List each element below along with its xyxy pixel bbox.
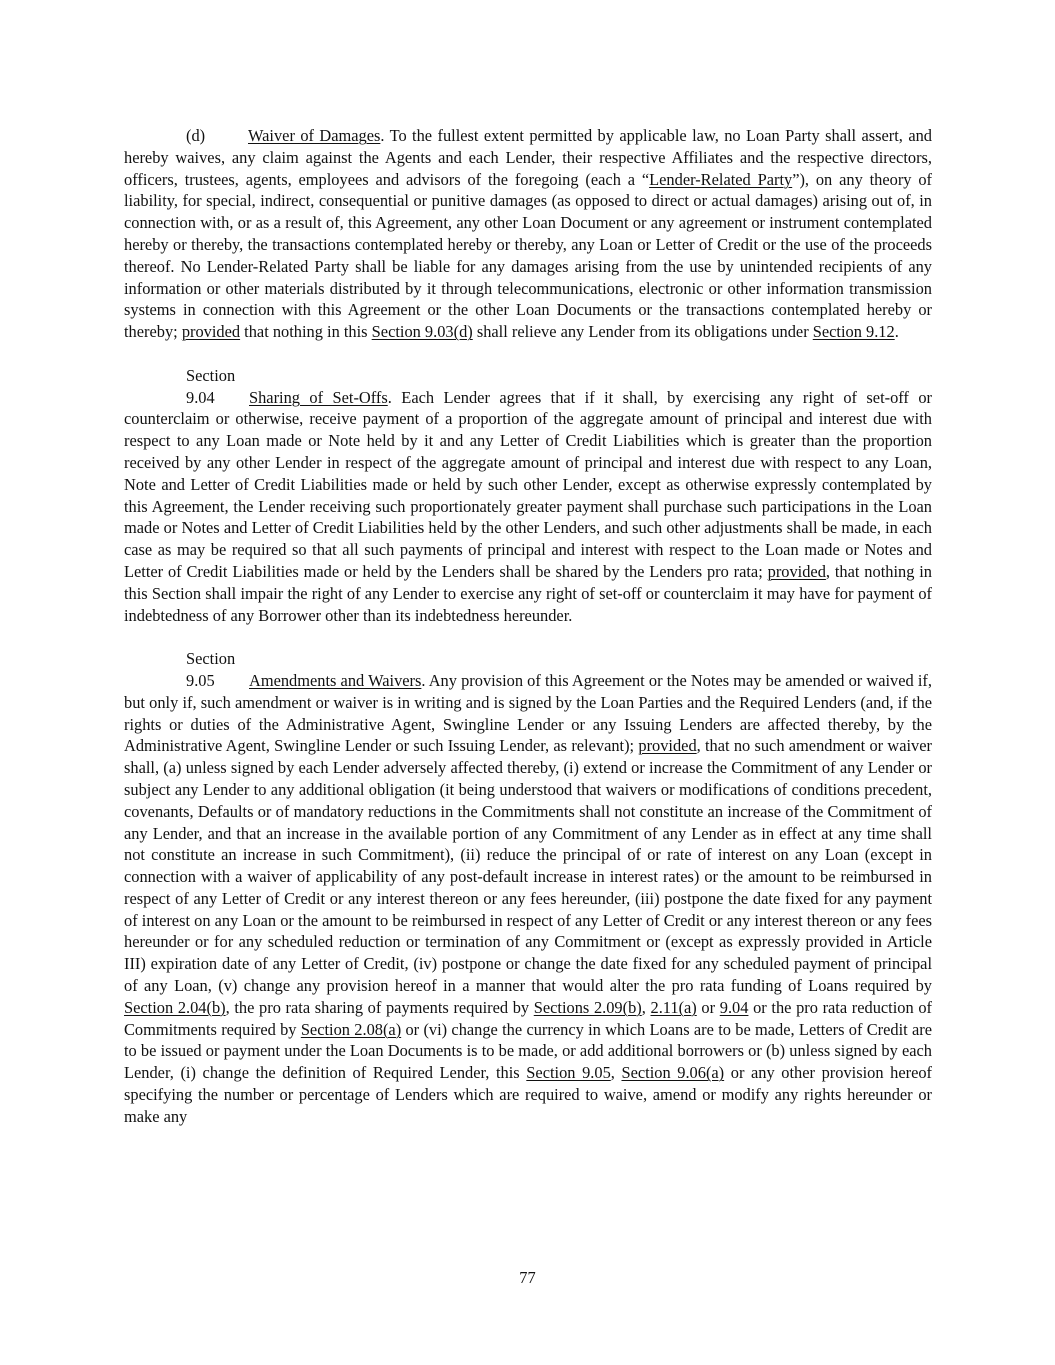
section-heading: Sharing of Set-Offs [249, 387, 388, 407]
cross-reference: Section 9.12 [812, 322, 895, 342]
text-run: or any other provision hereof specifying the number or percentage of Lenders which are required to waive, amend or modify any rights hereunder or make any [124, 1063, 932, 1126]
text-run: ”), on any theory of liability, for special, indirect, consequential or punitive damages (as opposed to direct or actual damages) arising out of, in connection with, or as a result of, this Agreement, any other Loan Document or any agreement or instrument contemplated hereby or thereby, the transactions contemplated hereby or thereby, any Loan or Letter of Credit or the use of the proceeds thereof. No Lender-Related Party shall be liable for any damages arising from the use by unintended recipients of any information or other materials distributed by it through telecommunications, electronic or other information transmission systems in connection with this Agreement or the other Loan Documents or the transactions contemplated hereby or thereby; [124, 169, 932, 342]
text-run: . Any provision of this Agreement or the Notes may be amended or waived if, but only if, such amendment or waiver is in writing and is signed by the Loan Parties and the Required Lenders (and, if the rights or duties of the Administrative Agent, Swingline Lender or any Issuing Lenders are affected thereby, by the Administrative Agent, Swingline Lender or such Issuing Lender, as relevant); [124, 670, 932, 756]
cross-reference: Section 9.06(a) [621, 1063, 725, 1083]
section-text [124, 671, 932, 1126]
document-body [124, 125, 932, 1128]
cross-reference: Section 9.05 [526, 1063, 611, 1083]
section-label: Section 9.05 [186, 649, 236, 690]
text-run: or (vi) change the currency in which Loans are to be made, Letters of Credit are to be issued or payment under the Loan Documents is to be made, or add additional borrowers or (b) unless signed by each Lender, (i) change the definition of Required Lender, this [124, 1019, 932, 1083]
text-run: , [641, 997, 651, 1017]
cross-reference: provided [181, 322, 241, 342]
section-9-04 [124, 365, 932, 627]
section-label: (d) [186, 126, 206, 145]
cross-reference: Section 2.04(b) [124, 997, 226, 1017]
text-run: that nothing in this [240, 322, 372, 342]
text-run: . To the fullest extent permitted by applicable law, no Loan Party shall assert, and hereby waives, any claim against the Agents and each Lender, their respective Affiliates and the respective directors, officers, trustees, agents, employees and advisors of the foregoing (each a “ [124, 126, 932, 189]
section-heading: Waiver of Damages [248, 126, 381, 145]
cross-reference: provided [767, 561, 826, 581]
text-run: , that no such amendment or waiver shall, (a) unless signed by each Lender adversely affected thereby, (i) extend or increase the Commitment of any Lender or subject any Lender to any additional obligation (it being understood that waivers or modifications of conditions precedent, covenants, Defaults or of mandatory reductions in the Commitments shall not constitute an increase of the Commitment of any Lender, and that an increase in the available portion of any Commitment of any Lender as in effect at any time shall not constitute an increase in such Commitment), (ii) reduce the principal of or rate of interest on any Loan (except in connection with a waiver of applicability of any post-default increase in interest rates) or the amount to be reimbursed in respect of any Letter of Credit or any interest thereon or any fees hereunder, (iii) postpone the date fixed for any payment of interest on any Loan or the amount to be reimbursed in respect of any Letter of Credit or any interest thereon or any fees hereunder or for any scheduled reduction or termination of any Commitment or (except as expressly provided in Article III) expiration date of any Letter of Credit, (iv) postpone or change the date fixed for any scheduled payment of principal of any Loan, (v) change any provision hereof in a manner that would alter the pro rata funding of Loans required by [124, 736, 932, 996]
section-heading: Amendments and Waivers [249, 670, 422, 690]
text-run: or [696, 997, 720, 1017]
section-text [124, 126, 932, 341]
cross-reference: 9.04 [719, 997, 749, 1017]
text-run: , the pro rata sharing of payments required by [225, 997, 534, 1017]
cross-reference: Sections 2.09(b) [533, 997, 642, 1017]
text-run: , [610, 1063, 622, 1083]
page-number: 77 [519, 1268, 536, 1287]
cross-reference: 2.11(a) [650, 997, 697, 1017]
cross-reference: Section 2.08(a) [300, 1019, 402, 1039]
cross-reference: provided [638, 736, 697, 756]
cross-reference: Section 9.03(d) [371, 322, 473, 342]
text-run: . Each Lender agrees that if it shall, by exercising any right of set-off or counterclaim or otherwise, receive payment of a proportion of the aggregate amount of principal and interest due with respect to any Loan made or Note held by it and any Letter of Credit Liabilities which is greater than the proportion received by any other Lender in respect of the aggregate amount of principal and interest due with respect to any Loan, Note and Letter of Credit Liabilities made or held by such other Lender, except as otherwise expressly contemplated by this Agreement, the Lender receiving such proportionately greater payment shall purchase such participations in the Loan made or Notes and Letter of Credit Liabilities held by the other Lenders, and such other adjustments shall be made, in each case as may be required so that all such payments of principal and interest with respect to the Loan made or Notes and Letter of Credit Liabilities made or held by the Lenders shall be shared by the Lenders pro rata; [124, 387, 932, 581]
text-run: shall relieve any Lender from its obligations under [472, 322, 813, 342]
section-label: Section 9.04 [186, 365, 236, 407]
text-run: . [894, 322, 899, 342]
cross-reference: Lender-Related Party [649, 169, 793, 189]
section-text [124, 388, 932, 625]
text-run: , that nothing in this Section shall impair the right of any Lender to exercise any right of set-off or counterclaim it may have for payment of indebtedness of any Borrower other than its indebtedness hereunder. [124, 561, 932, 625]
section-9-05 [124, 648, 932, 1128]
text-run: or the pro rata reduction of Commitments required by [124, 997, 932, 1039]
section-9-03-d [124, 125, 932, 343]
